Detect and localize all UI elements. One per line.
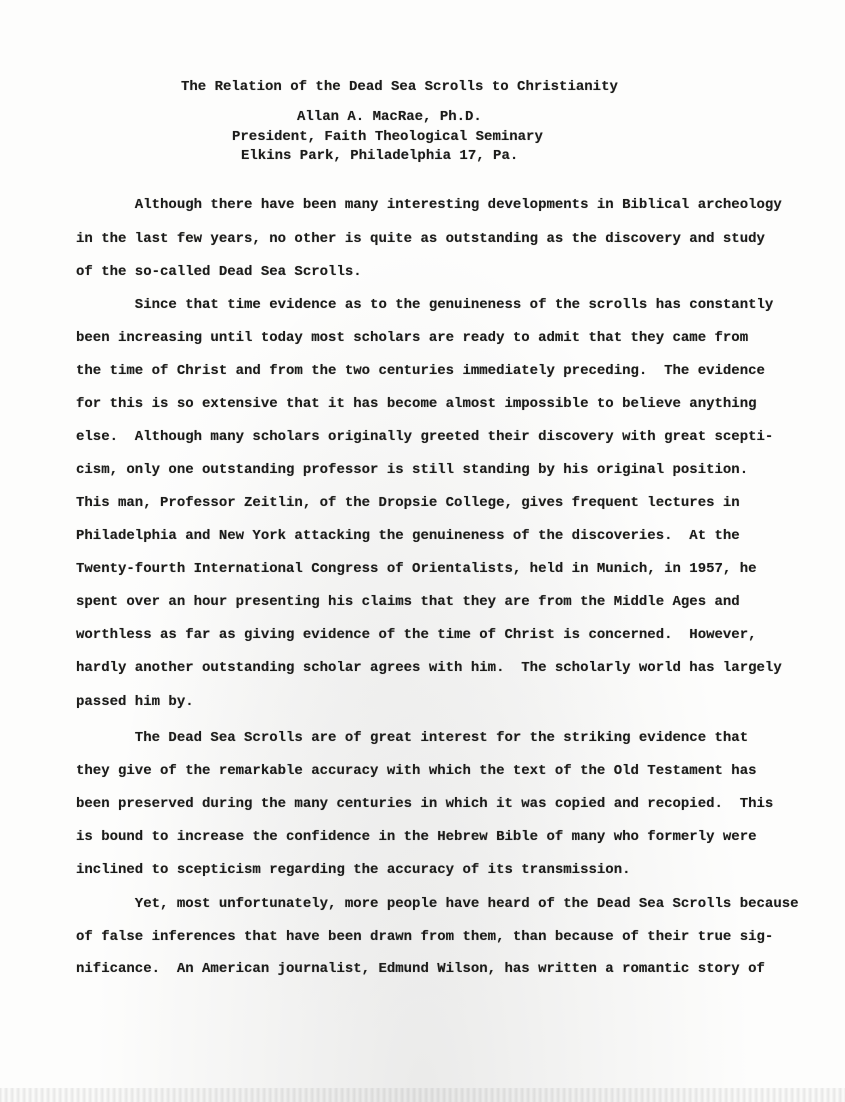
text-line: This man, Professor Zeitlin, of the Dropsie College, gives frequent lectures in (76, 495, 740, 511)
text-line: worthless as far as giving evidence of the time of Christ is concerned. However, (76, 627, 757, 643)
text-line: Although there have been many interesting developments in Biblical archeology (76, 197, 782, 213)
text-line: for this is so extensive that it has become almost impossible to believe anything (76, 396, 757, 412)
author-name: Allan A. MacRae, Ph.D. (297, 109, 482, 125)
text-line: Twenty-fourth International Congress of Orientalists, held in Munich, in 1957, he (76, 561, 757, 577)
text-line: inclined to scepticism regarding the accuracy of its transmission. (76, 862, 631, 878)
text-line: hardly another outstanding scholar agrees with him. The scholarly world has largely (76, 660, 782, 676)
scan-edge-noise (0, 1088, 845, 1102)
text-line: been increasing until today most scholars are ready to admit that they came from (76, 330, 749, 346)
text-line: of false inferences that have been drawn from them, than because of their true sig- (76, 929, 774, 945)
text-line: Since that time evidence as to the genuineness of the scrolls has constantly (76, 297, 774, 313)
text-line: spent over an hour presenting his claims that they are from the Middle Ages and (76, 594, 740, 610)
document-title: The Relation of the Dead Sea Scrolls to Christianity (181, 79, 618, 95)
text-line: The Dead Sea Scrolls are of great interest for the striking evidence that (76, 730, 749, 746)
text-line: is bound to increase the confidence in the Hebrew Bible of many who formerly were (76, 829, 757, 845)
text-line: in the last few years, no other is quite as outstanding as the discovery and study (76, 231, 765, 247)
text-line: Philadelphia and New York attacking the genuineness of the discoveries. At the (76, 528, 740, 544)
text-line: passed him by. (76, 694, 194, 710)
text-line: the time of Christ and from the two centuries immediately preceding. The evidence (76, 363, 765, 379)
text-line: they give of the remarkable accuracy with which the text of the Old Testament has (76, 763, 757, 779)
text-line: nificance. An American journalist, Edmund Wilson, has written a romantic story of (76, 961, 765, 977)
text-line: cism, only one outstanding professor is still standing by his original position. (76, 462, 749, 478)
author-position: President, Faith Theological Seminary (232, 129, 543, 145)
author-address: Elkins Park, Philadelphia 17, Pa. (241, 148, 519, 164)
text-line: of the so-called Dead Sea Scrolls. (76, 264, 362, 280)
text-line: else. Although many scholars originally greeted their discovery with great scepti- (76, 429, 774, 445)
text-line: been preserved during the many centuries in which it was copied and recopied. This (76, 796, 774, 812)
text-line: Yet, most unfortunately, more people have heard of the Dead Sea Scrolls because (76, 896, 799, 912)
